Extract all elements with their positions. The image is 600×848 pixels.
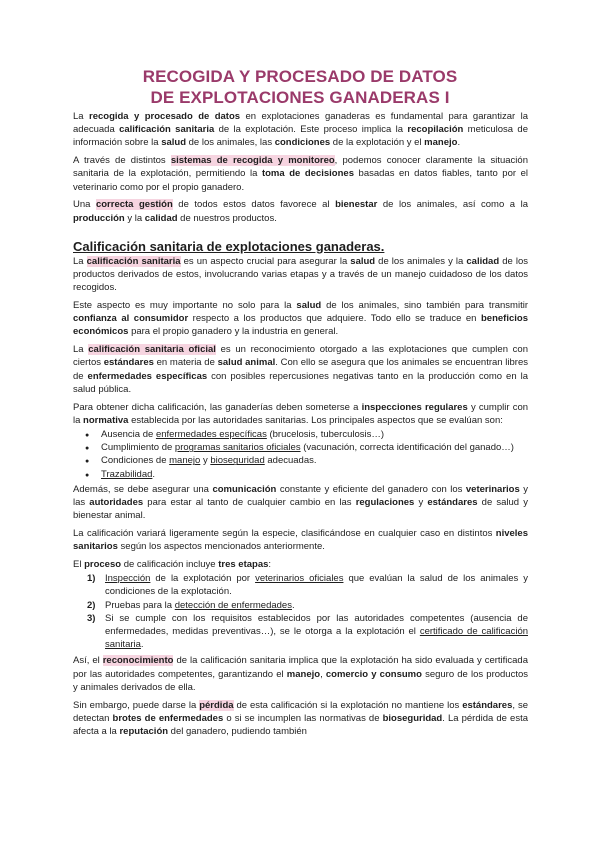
section-paragraph-6: La calificación variará ligeramente según la especie, clasificándose en cualquier caso en distintos niveles sanitarios según los aspectos mencionados anteriormente. bbox=[73, 528, 528, 553]
document-body bbox=[73, 110, 528, 743]
intro-paragraph-2: A través de distintos sistemas de recogida y monitoreo, podemos conocer claramente la situación sanitaria de la explotación, permitiendo la toma de decisiones basadas en datos fiables, tanto por el veterinario como por el propio ganadero. bbox=[73, 155, 528, 193]
section-paragraph-7: El proceso de calificación incluye tres etapas: bbox=[73, 559, 272, 571]
evaluated-aspects-list bbox=[73, 428, 528, 481]
page-title bbox=[0, 66, 600, 108]
title-line-1: RECOGIDA Y PROCESADO DE DATOS bbox=[142, 67, 458, 86]
list-item: ● Ausencia de enfermedades específicas (brucelosis, tuberculosis…) bbox=[101, 428, 528, 441]
title-line-2: DE EXPLOTACIONES GANADERAS I bbox=[150, 88, 450, 107]
intro-paragraph-3: Una correcta gestión de todos estos datos favorece al bienestar de los animales, así como a la producción y la calidad de nuestros productos. bbox=[73, 199, 528, 224]
section-paragraph-4: Para obtener dicha calificación, las ganaderías deben someterse a inspecciones regulares y cumplir con la normativa establecida por las autoridades sanitarias. Los principales aspectos que se evalúan son: bbox=[73, 401, 529, 426]
list-item: 1) Inspección de la explotación por veterinarios oficiales que evalúan la salud de los animales y condiciones de la explotación. bbox=[87, 573, 528, 598]
list-item: ● Condiciones de manejo y bioseguridad adecuadas. bbox=[101, 454, 528, 467]
section-paragraph-5: Además, se debe asegurar una comunicación constante y eficiente del ganadero con los veterinarios y las autoridades para estar al tanto de cualquier cambio en las regulaciones y estándares de salud y bienestar animal. bbox=[73, 483, 529, 522]
list-item: ● Trazabilidad. bbox=[101, 468, 528, 481]
section-paragraph-2: Este aspecto es muy importante no solo para la salud de los animales, sino también para transmitir confianza al consumidor respecto a los productos que adquiere. Todo ello se traduce en beneficios económicos para el propio ganadero y la industria en general. bbox=[73, 300, 528, 338]
section-heading: Calificación sanitaria de explotaciones ganaderas. bbox=[73, 238, 385, 254]
section-paragraph-8: Así, el reconocimiento de la calificación sanitaria implica que la explotación ha sido evaluada y certificada por las autoridades competentes, garantizando el manejo, comercio y consumo seguro de los productos y animales derivados de ella. bbox=[73, 655, 529, 693]
list-item: 2) Pruebas para la detección de enfermedades. bbox=[87, 599, 295, 611]
section-paragraph-1: La calificación sanitaria es un aspecto crucial para asegurar la salud de los animales y la calidad de los productos derivados de estos, involucrando varias etapas y a través de un manejo cuidadoso de los datos recogidos. bbox=[73, 255, 528, 294]
list-item: 3) Si se cumple con los requisitos establecidos por las autoridades competentes (ausencia de enfermedades, medidas preventivas…), se le otorga a la explotación el certificado de calificación sanitaria. bbox=[87, 612, 529, 651]
section-paragraph-3: La calificación sanitaria oficial es un reconocimiento otorgado a las explotaciones que cumplen con ciertos estándares en materia de salud animal. Con ello se asegura que los animales se encuentran libres de enfermedades específicas con posibles repercusiones negativas tanto en la producción como en la salud pública. bbox=[73, 344, 528, 395]
list-item: ● Cumplimiento de programas sanitarios oficiales (vacunación, correcta identificación del ganado…) bbox=[101, 441, 528, 454]
process-steps-list bbox=[73, 572, 528, 651]
intro-paragraph-1: La recogida y procesado de datos en explotaciones ganaderas es fundamental para garantizar la adecuada calificación sanitaria de la explotación. Este proceso implica la recopilación meticulosa de información sobre la salud de los animales, las condiciones de la explotación y el manejo. bbox=[73, 111, 528, 149]
section-paragraph-9: Sin embargo, puede darse la pérdida de esta calificación si la explotación no mantiene los estándares, se detectan brotes de enfermedades o si se incumplen las normativas de bioseguridad. La pérdida de esta afecta a la reputación del ganadero, pudiendo también bbox=[73, 699, 528, 738]
